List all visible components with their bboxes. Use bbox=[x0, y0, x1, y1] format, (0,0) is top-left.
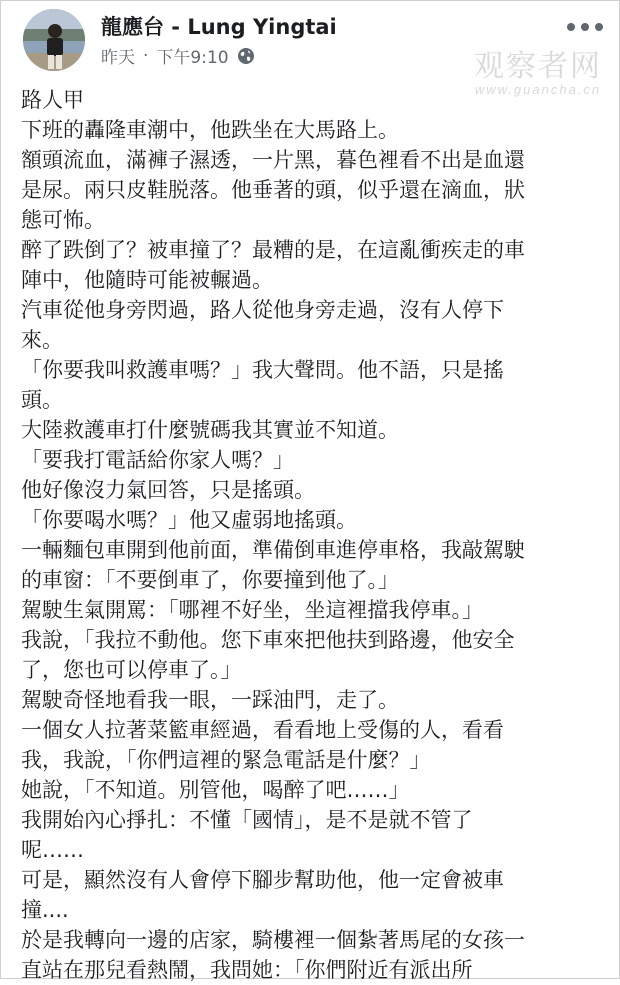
post-body bbox=[21, 85, 601, 985]
post-line: 我說，「我拉不動他。您下車來把他扶到路邊，他安全 bbox=[21, 628, 515, 652]
post-line: 頭。 bbox=[21, 388, 63, 412]
post-line: 陣中，他隨時可能被輾過。 bbox=[21, 268, 273, 292]
avatar-photo bbox=[23, 9, 85, 71]
post-line: 額頭流血，滿褲子濕透，一片黑，暮色裡看不出是血還 bbox=[21, 148, 525, 172]
post-header bbox=[1, 1, 620, 97]
post-line: 駕駛奇怪地看我一眼，一踩油門，走了。 bbox=[21, 688, 399, 712]
post-date[interactable]: 昨天 bbox=[101, 48, 135, 68]
post-line: 是尿。兩只皮鞋脱落。他垂著的頭，似乎還在滴血，狀 bbox=[21, 178, 525, 202]
post-line: 可是，顯然沒有人會停下腳步幫助他，他一定會被車 bbox=[21, 868, 504, 892]
post-line: 她說，「不知道。別管他，喝醉了吧……」 bbox=[21, 778, 410, 802]
author-name[interactable]: 龍應台 - Lung Yingtai bbox=[101, 15, 337, 39]
more-options-icon[interactable] bbox=[567, 19, 603, 35]
post-line: 的車窗：「不要倒車了，你要撞到他了。」 bbox=[21, 568, 399, 592]
post-line: 「要我打電話給你家人嗎？」 bbox=[21, 448, 294, 472]
post-meta bbox=[101, 43, 255, 68]
post-line: 路人甲 bbox=[21, 88, 84, 112]
post-line: 下班的轟隆車潮中，他跌坐在大馬路上。 bbox=[21, 118, 399, 142]
post-line: 大陸救護車打什麼號碼我其實並不知道。 bbox=[21, 418, 399, 442]
post-line: 一輛麵包車開到他前面，準備倒車進停車格，我敲駕駛 bbox=[21, 538, 525, 562]
post-line: 於是我轉向一邊的店家，騎樓裡一個紮著馬尾的女孩一 bbox=[21, 928, 525, 952]
post-line: 了，您也可以停車了。」 bbox=[21, 658, 242, 682]
post-line: 他好像沒力氣回答，只是搖頭。 bbox=[21, 478, 315, 502]
post-line: 呢…… bbox=[21, 838, 84, 862]
post-line: 一個女人拉著菜籃車經過，看看地上受傷的人，看看 bbox=[21, 718, 504, 742]
post-line: 汽車從他身旁閃過，路人從他身旁走過，沒有人停下 bbox=[21, 298, 504, 322]
avatar[interactable] bbox=[23, 9, 85, 71]
post-line: 態可怖。 bbox=[21, 208, 105, 232]
watermark-url: www.guancha.cn bbox=[474, 82, 602, 97]
watermark-main: 观察者网 bbox=[474, 49, 602, 84]
post-line: 駕駛生氣開罵：「哪裡不好坐，坐這裡擋我停車。」 bbox=[21, 598, 483, 622]
post-line: 來。 bbox=[21, 328, 63, 352]
post-line: 「你要喝水嗎？」他又虛弱地搖頭。 bbox=[21, 508, 357, 532]
post-line: 撞.... bbox=[21, 898, 69, 922]
post-line: 直站在那兒看熱鬧，我問她：「你們附近有派出所 bbox=[21, 958, 473, 982]
meta-separator: · bbox=[143, 45, 149, 66]
post-line: 醉了跌倒了？被車撞了？最糟的是，在這亂衝疾走的車 bbox=[21, 238, 525, 262]
post-time[interactable]: 下午9:10 bbox=[156, 48, 229, 68]
post-line: 「你要我叫救護車嗎？」我大聲問。他不語，只是搖 bbox=[21, 358, 504, 382]
globe-icon[interactable] bbox=[237, 47, 255, 65]
post-line: 我開始內心掙扎：不懂「國情」，是不是就不管了 bbox=[21, 808, 473, 832]
post-line: 我，我說，「你們這裡的緊急電話是什麼？」 bbox=[21, 748, 431, 772]
